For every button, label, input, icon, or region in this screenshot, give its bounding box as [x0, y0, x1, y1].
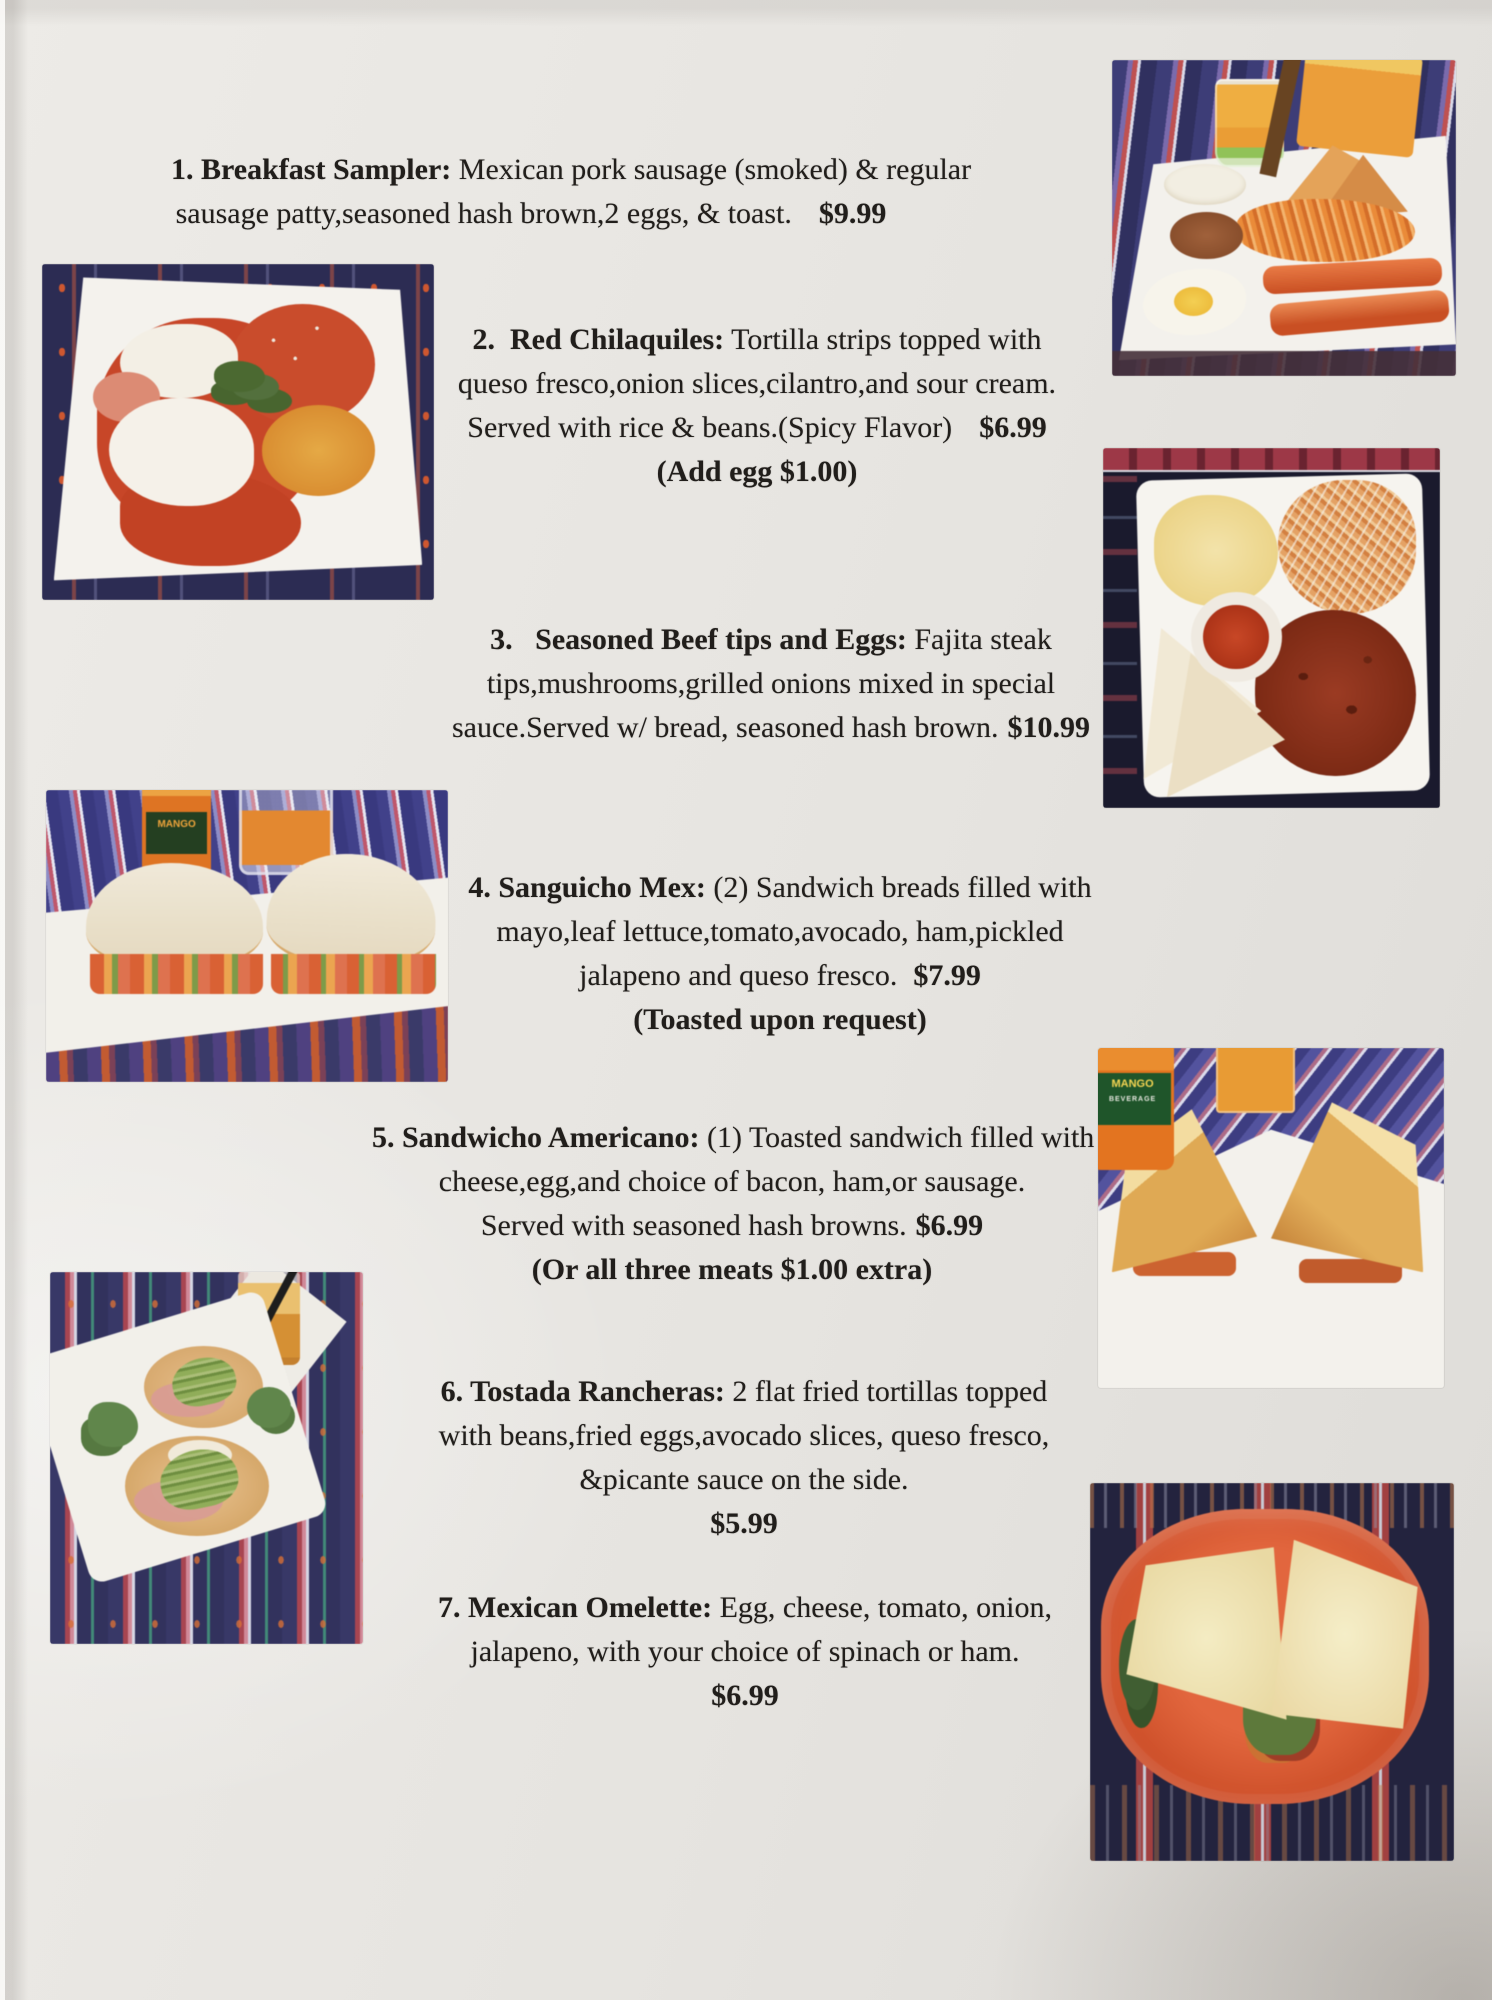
item-line: [372, 1160, 1092, 1204]
item-desc: 2 flat fried tortillas topped: [724, 1375, 1048, 1408]
item-line: [411, 706, 1131, 750]
item-line: [384, 1370, 1104, 1414]
item-note: (Add egg $1.00): [656, 455, 858, 488]
item-line: [372, 1204, 1092, 1248]
item-desc: jalapeno and queso fresco.: [579, 959, 898, 992]
photo-art: [46, 790, 448, 1082]
beef-tips-eggs-photo: [1103, 448, 1440, 808]
item-title: 3. Seasoned Beef tips and Eggs:: [490, 623, 907, 656]
item-line: [372, 1116, 1095, 1160]
photo-art: [1103, 448, 1440, 808]
sandwicho-americano-photo: [1098, 1048, 1444, 1388]
item-desc: Served with seasoned hash browns.: [480, 1209, 907, 1242]
breakfast-sampler-photo: [1112, 60, 1456, 376]
photo-art: [1090, 1483, 1454, 1861]
item-desc: jalapeno, with your choice of spinach or ham.: [470, 1635, 1020, 1668]
item-title: 6. Tostada Rancheras:: [440, 1375, 725, 1408]
item-desc: with beans,fried eggs,avocado slices, queso fresco,: [438, 1419, 1050, 1452]
item-line: [384, 1458, 1104, 1502]
menu-item-beef-tips-eggs: [411, 618, 1131, 750]
item-line: [397, 406, 1117, 450]
item-line: [384, 1414, 1104, 1458]
egg-yolk: [1174, 287, 1213, 316]
item-line: [171, 148, 972, 192]
item-desc: &picante sauce on the side.: [579, 1463, 909, 1496]
item-title: 5. Sandwicho Americano:: [372, 1121, 700, 1154]
item-line: [397, 362, 1117, 406]
photo-art: [1112, 60, 1456, 376]
red-stripe-band: [1103, 448, 1440, 472]
salsa-cup: [1191, 592, 1282, 682]
mango-beverage-can: [1098, 1048, 1174, 1170]
menu-item-sandwicho-americano: [372, 1116, 1095, 1292]
cilantro-garnish: [247, 1387, 291, 1428]
red-chilaquiles-photo: [42, 264, 434, 600]
tostada: [125, 1436, 269, 1536]
table-edge: [1112, 351, 1456, 376]
can-label-line2: BEVERAGE: [1108, 1095, 1157, 1103]
item-desc: (2) Sandwich breads filled with: [705, 871, 1092, 904]
photo-art: [42, 264, 434, 600]
item-desc: cheese,egg,and choice of bacon, ham,or sausage.: [438, 1165, 1026, 1198]
photo-art: [50, 1272, 363, 1644]
menu-item-tostada-rancheras: [384, 1370, 1104, 1546]
tostada: [144, 1346, 263, 1428]
item-price: $10.99: [1007, 711, 1090, 744]
menu-item-mexican-omelette: [385, 1586, 1105, 1718]
item-desc: sauce.Served w/ bread, seasoned hash brown.: [452, 711, 999, 744]
sandwich-filling: [90, 954, 263, 995]
photo-art: [1098, 1048, 1444, 1388]
item-desc: Egg, cheese, tomato, onion,: [712, 1591, 1052, 1624]
item-price: $7.99: [913, 959, 981, 992]
item-title: 7. Mexican Omelette:: [438, 1591, 713, 1624]
tostada-rancheras-photo: [50, 1272, 363, 1644]
item-line: [385, 1586, 1105, 1630]
item-line: [384, 1502, 1104, 1546]
mexican-rice: [262, 405, 376, 496]
item-title: 2. Red Chilaquiles:: [472, 323, 725, 356]
mango-can-label: [1098, 1073, 1171, 1124]
fabric-edge-marks: [1103, 470, 1137, 808]
item-line: [420, 910, 1140, 954]
item-desc: (1) Toasted sandwich filled with: [699, 1121, 1095, 1154]
item-desc: queso fresco,onion slices,cilantro,and sour cream.: [457, 367, 1057, 400]
item-desc: Mexican pork sausage (smoked) & regular: [451, 153, 972, 186]
item-desc: Served with rice & beans.(Spicy Flavor): [467, 411, 953, 444]
sanguicho-mex-photo: [46, 790, 448, 1082]
item-price: $9.99: [818, 197, 887, 230]
menu-item-red-chilaquiles: [397, 318, 1117, 494]
cheese-strands: [1278, 480, 1416, 613]
item-title: 1. Breakfast Sampler:: [171, 153, 452, 186]
item-desc: sausage patty,seasoned hash brown,2 eggs, & toast.: [175, 197, 792, 230]
mexican-omelette-photo: [1090, 1483, 1454, 1861]
menu-item-breakfast-sampler: [171, 148, 972, 236]
item-price: $6.99: [979, 411, 1047, 444]
item-line: [397, 318, 1117, 362]
cilantro-garnish: [88, 1402, 138, 1447]
item-price: $5.99: [710, 1507, 778, 1540]
item-line: [385, 1674, 1105, 1718]
item-line: [372, 1248, 1092, 1292]
hash-browns: [1236, 199, 1415, 262]
item-line: [171, 192, 891, 236]
item-line: [420, 998, 1140, 1042]
can-label-line1: MANGO: [1111, 1078, 1154, 1091]
item-desc: tips,mushrooms,grilled onions mixed in special: [486, 667, 1056, 700]
item-price: $6.99: [915, 1209, 984, 1242]
item-line: [411, 618, 1131, 662]
mango-bottle-label: MANGO: [146, 812, 207, 854]
sausage-patty: [1170, 212, 1242, 259]
item-line: [420, 866, 1140, 910]
sandwich-filling: [271, 954, 436, 995]
item-price: $6.99: [711, 1679, 779, 1712]
item-line: [397, 450, 1117, 494]
orange-juice-glass: [1216, 1048, 1296, 1113]
juice-carton: [1296, 60, 1423, 157]
item-desc: Fajita steak: [906, 623, 1052, 656]
red-salsa: [1203, 605, 1269, 670]
item-line: [411, 662, 1131, 706]
item-line: [385, 1630, 1105, 1674]
item-desc: Tortilla strips topped with: [724, 323, 1042, 356]
item-title: 4. Sanguicho Mex:: [468, 871, 706, 904]
menu-item-sanguicho-mex: [420, 866, 1140, 1042]
item-note: (Toasted upon request): [633, 1003, 927, 1036]
cilantro-garnish: [214, 361, 265, 391]
item-note: (Or all three meats $1.00 extra): [531, 1253, 933, 1286]
item-line: [420, 954, 1140, 998]
item-desc: mayo,leaf lettuce,tomato,avocado, ham,pickled: [496, 915, 1064, 948]
